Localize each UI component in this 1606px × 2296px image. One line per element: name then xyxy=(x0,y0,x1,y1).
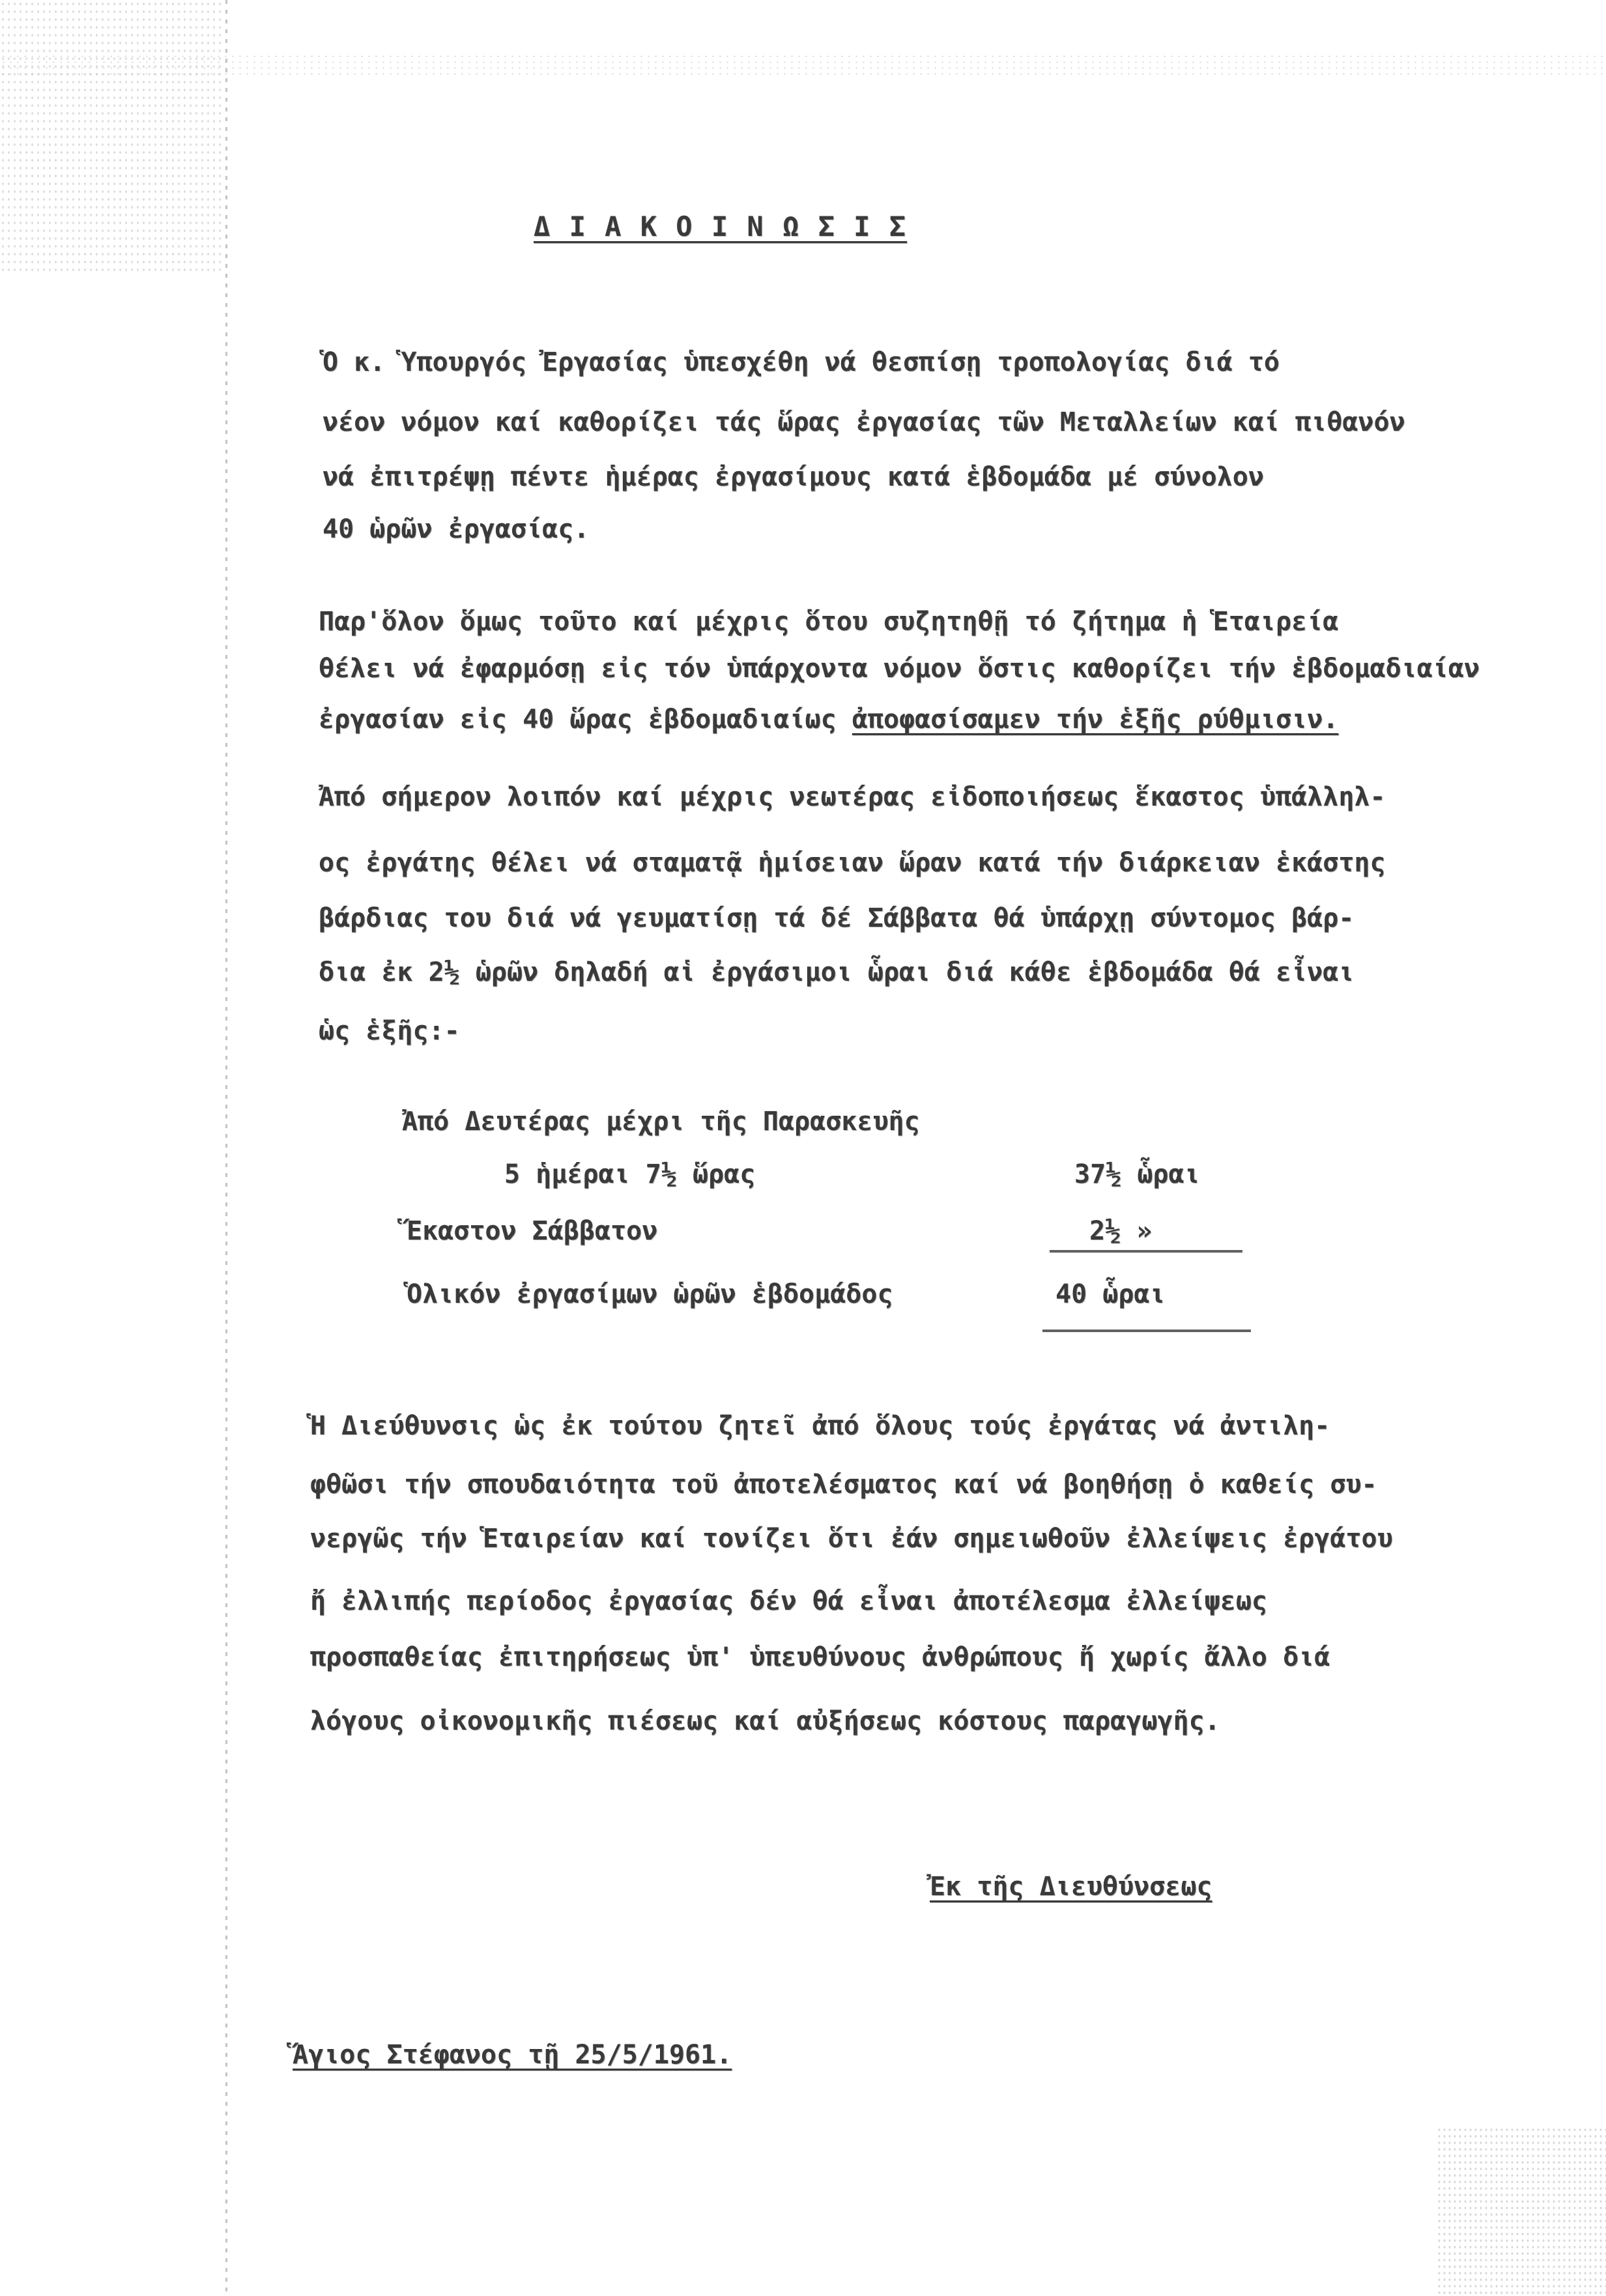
total-rule xyxy=(1042,1330,1251,1332)
document-title: Δ Ι Α Κ Ο Ι Ν Ω Σ Ι Σ xyxy=(534,211,908,242)
paragraph-line: ἤ ἐλλιπής περίοδος ἐργασίας δέν θά εἶναι ἀποτέλεσμα ἐλλείψεως xyxy=(310,1586,1268,1616)
paragraph-line: Παρ'ὅλον ὅμως τοῦτο καί μέχρις ὅτου συζητηθῇ τό ζήτημα ἡ Ἑταιρεία xyxy=(319,607,1339,637)
scan-edge-noise xyxy=(0,53,1606,77)
paragraph-line: ος ἐργάτης θέλει νά σταματᾷ ἡμίσειαν ὥραν κατά τήν διάρκειαν ἑκάστης xyxy=(319,848,1386,878)
sum-rule xyxy=(1050,1250,1242,1253)
paragraph-line: Ὁ κ. Ὑπουργός Ἐργασίας ὑπεσχέθη νά θεσπίσῃ τροπολογίας διά τό xyxy=(323,347,1280,377)
paragraph-line: νέον νόμον καί καθορίζει τάς ὥρας ἐργασίας τῶν Μεταλλείων καί πιθανόν xyxy=(323,407,1405,437)
underlined-phrase: ἀποφασίσαμεν τήν ἑξῆς ρύθμισιν. xyxy=(852,705,1339,734)
paragraph-line: νεργῶς τήν Ἑταιρείαν καί τονίζει ὅτι ἐάν σημειωθοῦν ἐλλείψεις ἐργάτου xyxy=(310,1524,1393,1554)
schedule-row-value: 37½ ὧραι xyxy=(1074,1159,1200,1189)
binding-margin-line xyxy=(225,0,227,2296)
scan-speckle-bottom-right xyxy=(1437,2127,1606,2296)
schedule-row-label: 5 ἡμέραι 7½ ὥρας xyxy=(504,1159,756,1189)
paragraph-line xyxy=(319,703,1338,736)
paragraph-line: ὡς ἑξῆς:- xyxy=(319,1016,460,1046)
schedule-heading: Ἀπό Δευτέρας μέχρι τῆς Παρασκευῆς xyxy=(402,1107,920,1137)
scan-speckle-top-left xyxy=(0,0,222,274)
date-line: Ἅγιος Στέφανος τῇ 25/5/1961. xyxy=(293,2040,732,2070)
paragraph-line-text: ἐργασίαν εἰς 40 ὥρας ἑβδομαδιαίως xyxy=(319,705,837,734)
paragraph-line: Ἡ Διεύθυνσις ὡς ἐκ τούτου ζητεῖ ἀπό ὅλους τούς ἐργάτας νά ἀντιλη- xyxy=(310,1411,1330,1441)
schedule-total-value: 40 ὧραι xyxy=(1055,1279,1166,1309)
paragraph-line: λόγους οἰκονομικῆς πιέσεως καί αὐξήσεως κόστους παραγωγῆς. xyxy=(310,1706,1220,1736)
paragraph-line: 40 ὡρῶν ἐργασίας. xyxy=(323,514,590,544)
paragraph-line: προσπαθείας ἐπιτηρήσεως ὑπ' ὑπευθύνους ἀνθρώπους ἤ χωρίς ἄλλο διά xyxy=(310,1642,1330,1672)
paragraph-line: Ἀπό σήμερον λοιπόν καί μέχρις νεωτέρας εἰδοποιήσεως ἕκαστος ὑπάλληλ- xyxy=(319,782,1386,812)
signature-line: Ἐκ τῆς Διευθύνσεως xyxy=(930,1872,1212,1902)
schedule-row-label: Ἕκαστον Σάββατον xyxy=(407,1216,658,1246)
schedule-total-label: Ὁλικόν ἐργασίμων ὡρῶν ἑβδομάδος xyxy=(407,1279,893,1309)
paragraph-line: φθῶσι τήν σπουδαιότητα τοῦ ἀποτελέσματος καί νά βοηθήσῃ ὁ καθείς συ- xyxy=(310,1470,1377,1500)
paragraph-line: νά ἐπιτρέψῃ πέντε ἡμέρας ἐργασίμους κατά ἑβδομάδα μέ σύνολον xyxy=(323,462,1264,492)
paragraph-line: θέλει νά ἐφαρμόσῃ εἰς τόν ὑπάρχοντα νόμον ὅστις καθορίζει τήν ἑβδομαδιαίαν xyxy=(319,654,1480,684)
paragraph-line: δια ἐκ 2½ ὡρῶν δηλαδή αἱ ἐργάσιμοι ὧραι διά κάθε ἑβδομάδα θά εἶναι xyxy=(319,957,1355,987)
paragraph-line: βάρδιας του διά νά γευματίσῃ τά δέ Σάββατα θά ὑπάρχῃ σύντομος βάρ- xyxy=(319,903,1355,933)
schedule-row-value: 2½ » xyxy=(1089,1216,1153,1246)
